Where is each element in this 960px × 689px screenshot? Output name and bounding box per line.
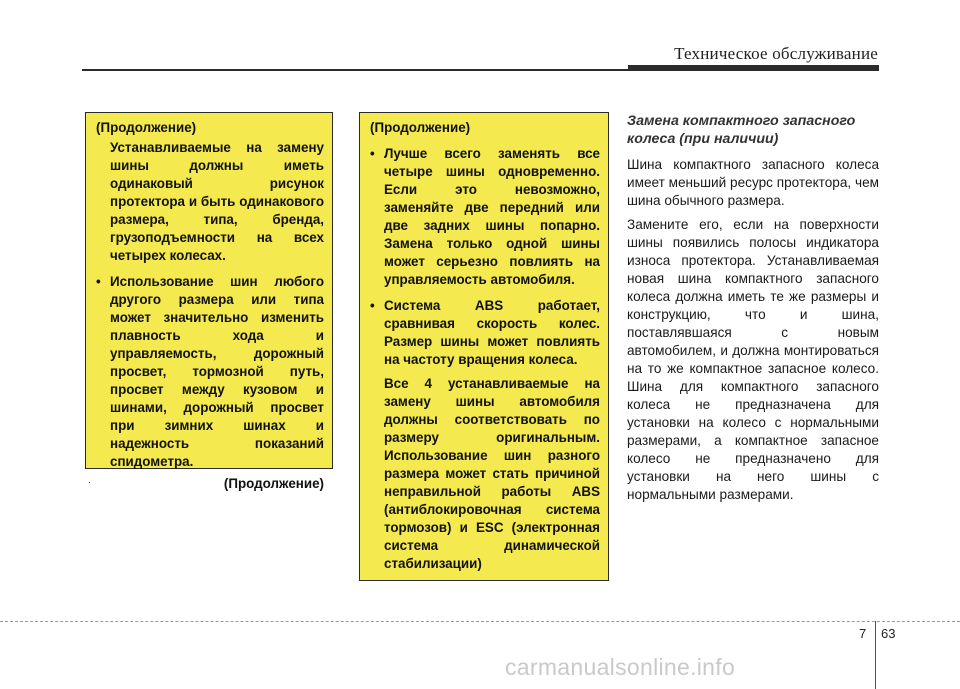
caution-bullet <box>96 273 324 471</box>
bullet-icon: • <box>370 146 375 161</box>
chapter-number: 7 <box>859 626 867 641</box>
bullet-icon: • <box>370 298 375 313</box>
header-rule-accent <box>628 65 879 71</box>
page-number-divider <box>875 621 876 689</box>
subsection-heading: Замена компактного запасного колеса (при наличии) <box>627 113 856 147</box>
small-mark: · <box>88 477 91 487</box>
caution-bullet-2 <box>370 297 600 369</box>
caution-bullet-2-text: Система ABS работает, сравнивая скорость колес. Размер шины может повлиять на частоту вращения колеса. <box>384 298 600 367</box>
caution-intro-text: Устанавливаемые на замену шины должны иметь одинаковый рисунок протектора и быть одинакового размера, типа, бренда, грузоподъемности на всех четырех колесах. <box>110 140 324 263</box>
body-column <box>627 112 879 510</box>
body-paragraph-2: Замените его, если на поверхности шины появились полосы индикатора износа протектора. Устанавливаемая новая шина компактного запасного колеса должна иметь те же размеры и конструкцию, что и шина, поставлявшаяся с новым автомобилем, и должна монтироваться на то же компактное запасное колесо. Шина для компактного запасного колеса не предназначена для установки на колесо с нормальными размерами, а компактное запасное колесо не предназначено для установки на него шины с нормальными размерами. <box>627 217 879 502</box>
caution-bullet-text: Использование шин любого другого размера или типа может значительно изменить плавность хода и управляемость, дорожный просвет, тормозной путь, просвет между кузовом и шинами, дорожный просвет при зимних шинах и надежность показаний спидометра. <box>110 274 324 469</box>
caution-bullet-1 <box>370 145 600 289</box>
continued-label-top: (Продолжение) <box>370 120 471 135</box>
continued-label-top: (Продолжение) <box>96 120 197 135</box>
section-title: Техническое обслуживание <box>674 44 878 63</box>
continued-label-bottom: (Продолжение) <box>223 476 324 491</box>
footer-rule <box>0 621 960 622</box>
caution-box-left <box>85 112 333 491</box>
bullet-icon: • <box>96 274 101 289</box>
page-number: 63 <box>881 626 896 641</box>
caution-box-middle <box>359 112 609 581</box>
caution-bullet-1-text: Лучше всего заменять все четыре шины одновременно. Если это невозможно, заменяйте две передний или две задних шины попарно. Замена только одной шины может серьезно повлиять на управляемость автомобиля. <box>384 146 600 287</box>
watermark-text: carmanualsonline.info <box>505 654 736 680</box>
body-paragraph-1: Шина компактного запасного колеса имеет меньший ресурс протектора, чем шина обычного размера. <box>627 157 879 208</box>
caution-sub-text: Все 4 устанавливаемые на замену шины автомобиля должны соответствовать по размеру оригинальным. Использование шин разного размера может стать причиной неправильной работы ABS (антиблокировочная система тормозов) и ESC (электронная система динамической стабилизации) <box>384 376 600 571</box>
